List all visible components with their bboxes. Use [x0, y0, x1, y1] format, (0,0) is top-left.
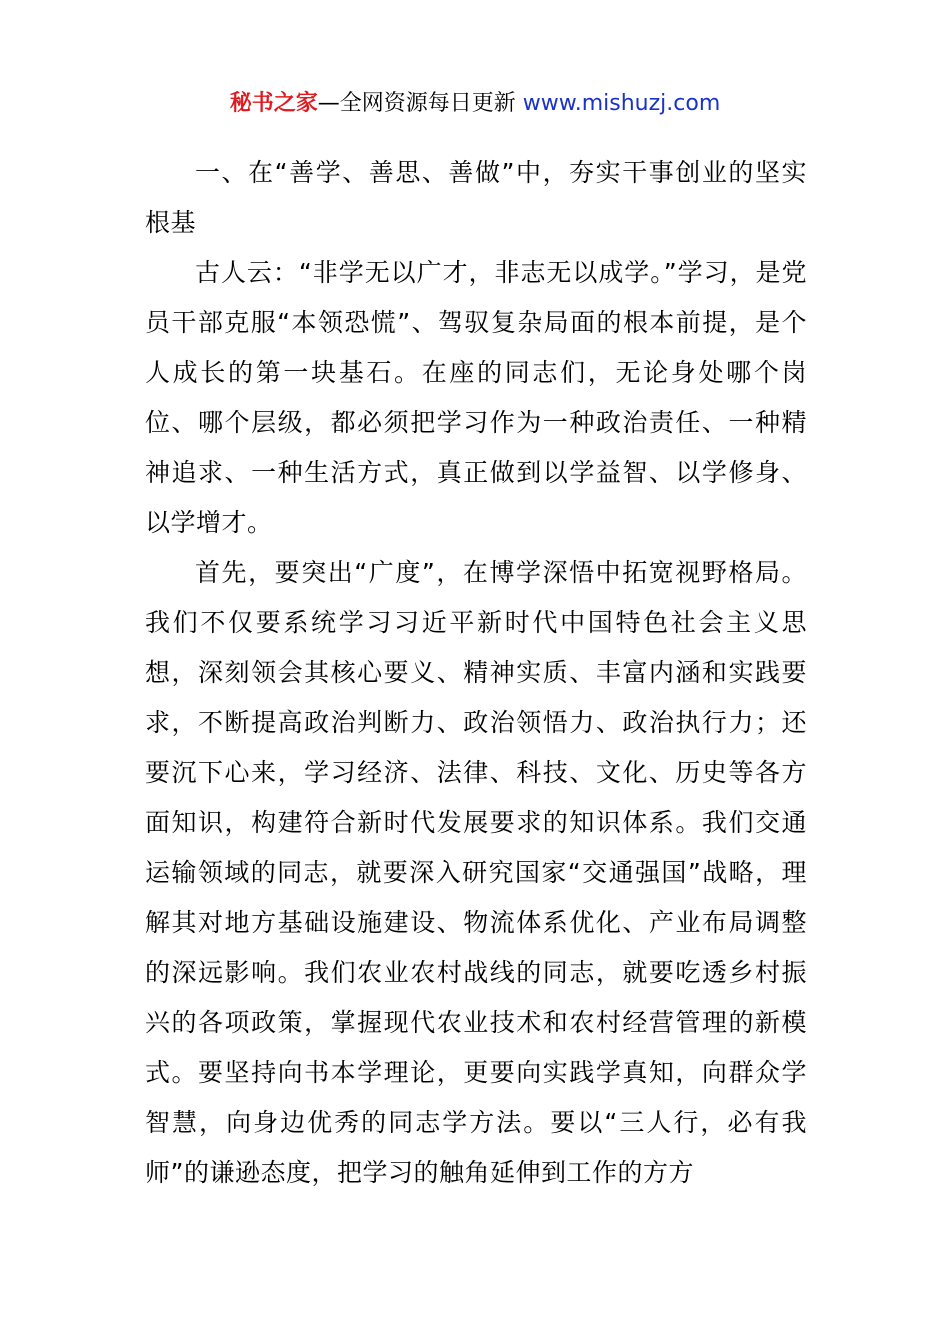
paragraph: 首先，要突出“广度”，在博学深悟中拓宽视野格局。我们不仅要系统学习习近平新时代中国特色社会主义思想，深刻领会其核心要义、精神实质、丰富内涵和实践要求，不断提高政治判断力、政治领悟力、政治执行力；还要沉下心来，学习经济、法律、科技、文化、历史等各方面知识，构建符合新时代发展要求的知识体系。我们交通运输领域的同志，就要深入研究国家“交通强国”战略，理解其对地方基础设施建设、物流体系优化、产业布局调整的深远影响。我们农业农村战线的同志，就要吃透乡村振兴的各项政策，掌握现代农业技术和农村经营管理的新模式。要坚持向书本学理论，更要向实践学真知，向群众学智慧，向身边优秀的同志学方法。要以“三人行，必有我师”的谦逊态度，把学习的触角延伸到工作的方方	[145, 558, 807, 1187]
header-tagline: —全网资源每日更新	[317, 91, 516, 116]
section-heading: 一、在“善学、善思、善做”中，夯实干事创业的坚实根基	[145, 158, 807, 237]
page-header	[0, 88, 950, 120]
site-url-link[interactable]: www.mishuzj.com	[522, 91, 721, 116]
brand-name: 秘书之家	[229, 91, 318, 116]
document-body	[145, 148, 807, 1198]
paragraph: 古人云：“非学无以广才，非志无以成学。”学习，是党员干部克服“本领恐慌”、驾驭复杂局面的根本前提，是个人成长的第一块基石。在座的同志们，无论身处哪个岗位、哪个层级，都必须把学习作为一种政治责任、一种精神追求、一种生活方式，真正做到以学益智、以学修身、以学增才。	[145, 258, 807, 537]
